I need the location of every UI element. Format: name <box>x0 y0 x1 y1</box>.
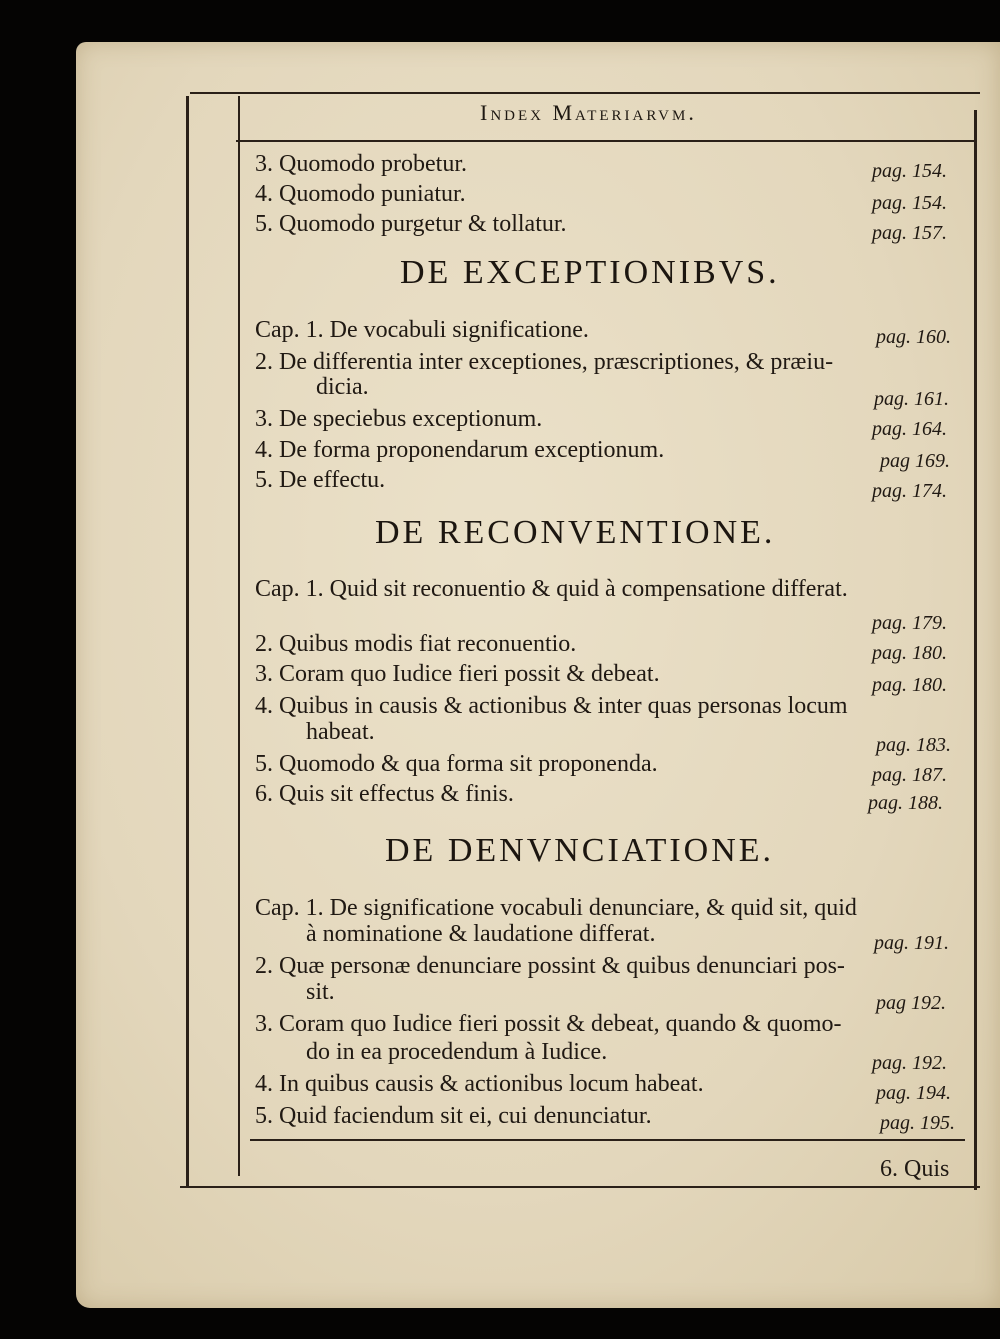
index-entry: 3. Coram quo Iudice fieri possit & debeat, quando & quomo- <box>255 1011 842 1037</box>
page-reference: pag. 195. <box>880 1112 955 1134</box>
index-entry: 3. Quomodo probetur. <box>255 151 467 177</box>
top-border-rule <box>190 92 980 94</box>
index-entry: 3. Coram quo Iudice fieri possit & debeat. <box>255 661 660 687</box>
index-entry: Cap. 1. De significatione vocabuli denunciare, & quid sit, quid <box>255 895 857 921</box>
index-entry: 4. Quibus in causis & actionibus & inter quas personas locum <box>255 693 848 719</box>
catchword: 6. Quis <box>880 1156 950 1182</box>
page-reference: pag. 179. <box>872 612 947 634</box>
page-reference: pag. 180. <box>872 642 947 664</box>
page-reference: pag. 183. <box>876 734 951 756</box>
index-entry-continuation: habeat. <box>306 719 375 745</box>
index-entry-continuation: à nominatione & laudatione differat. <box>306 921 656 947</box>
index-entry-continuation: do in ea procedendum à Iudice. <box>306 1039 608 1065</box>
running-title: Index Materiarvm. <box>480 100 697 125</box>
index-entry: 5. De effectu. <box>255 467 386 493</box>
index-entry: 6. Quis sit effectus & finis. <box>255 781 514 807</box>
page-reference: pag 192. <box>876 992 946 1014</box>
section-heading: DE DENVNCIATIONE. <box>385 832 775 869</box>
index-entry: Cap. 1. Quid sit reconuentio & quid à compensatione differat. <box>255 576 848 602</box>
page-reference: pag. 154. <box>872 160 947 182</box>
index-entry: 4. Quomodo puniatur. <box>255 181 466 207</box>
page-reference: pag. 194. <box>876 1082 951 1104</box>
header-underline-rule <box>236 140 976 142</box>
index-entry: Cap. 1. De vocabuli significatione. <box>255 317 589 343</box>
left-inner-rule <box>238 96 240 1176</box>
index-entry: 3. De speciebus exceptionum. <box>255 406 543 432</box>
page-reference: pag. 164. <box>872 418 947 440</box>
page-reference: pag. 180. <box>872 674 947 696</box>
index-entry: 5. Quomodo & qua forma sit proponenda. <box>255 751 658 777</box>
page-reference: pag. 161. <box>874 388 949 410</box>
index-entry: 4. De forma proponendarum exceptionum. <box>255 437 665 463</box>
index-entry: 5. Quid faciendum sit ei, cui denunciatur. <box>255 1103 652 1129</box>
page-reference: pag. 157. <box>872 222 947 244</box>
left-outer-rule <box>186 96 189 1186</box>
index-entry: 4. In quibus causis & actionibus locum habeat. <box>255 1071 704 1097</box>
index-entry: 2. Quibus modis fiat reconuentio. <box>255 631 577 657</box>
index-entry: 2. Quæ personæ denunciare possint & quibus denunciari pos- <box>255 953 845 979</box>
bottom-rule-upper <box>250 1139 965 1141</box>
page-reference: pag. 160. <box>876 326 951 348</box>
page-reference: pag. 191. <box>874 932 949 954</box>
index-entry: 2. De differentia inter exceptiones, præscriptiones, & præiu- <box>255 349 834 375</box>
page-reference: pag. 188. <box>868 792 943 814</box>
index-entry-continuation: sit. <box>306 979 335 1005</box>
index-entry: 5. Quomodo purgetur & tollatur. <box>255 211 567 237</box>
index-entry-continuation: dicia. <box>316 374 369 400</box>
page-reference: pag. 154. <box>872 192 947 214</box>
bottom-rule-lower <box>180 1186 980 1188</box>
section-heading: DE EXCEPTIONIBVS. <box>400 254 780 291</box>
right-rule <box>974 110 977 1190</box>
page-reference: pag. 187. <box>872 764 947 786</box>
page-reference: pag. 174. <box>872 480 947 502</box>
page-reference: pag 169. <box>880 450 950 472</box>
section-heading: DE RECONVENTIONE. <box>375 514 776 551</box>
page-reference: pag. 192. <box>872 1052 947 1074</box>
